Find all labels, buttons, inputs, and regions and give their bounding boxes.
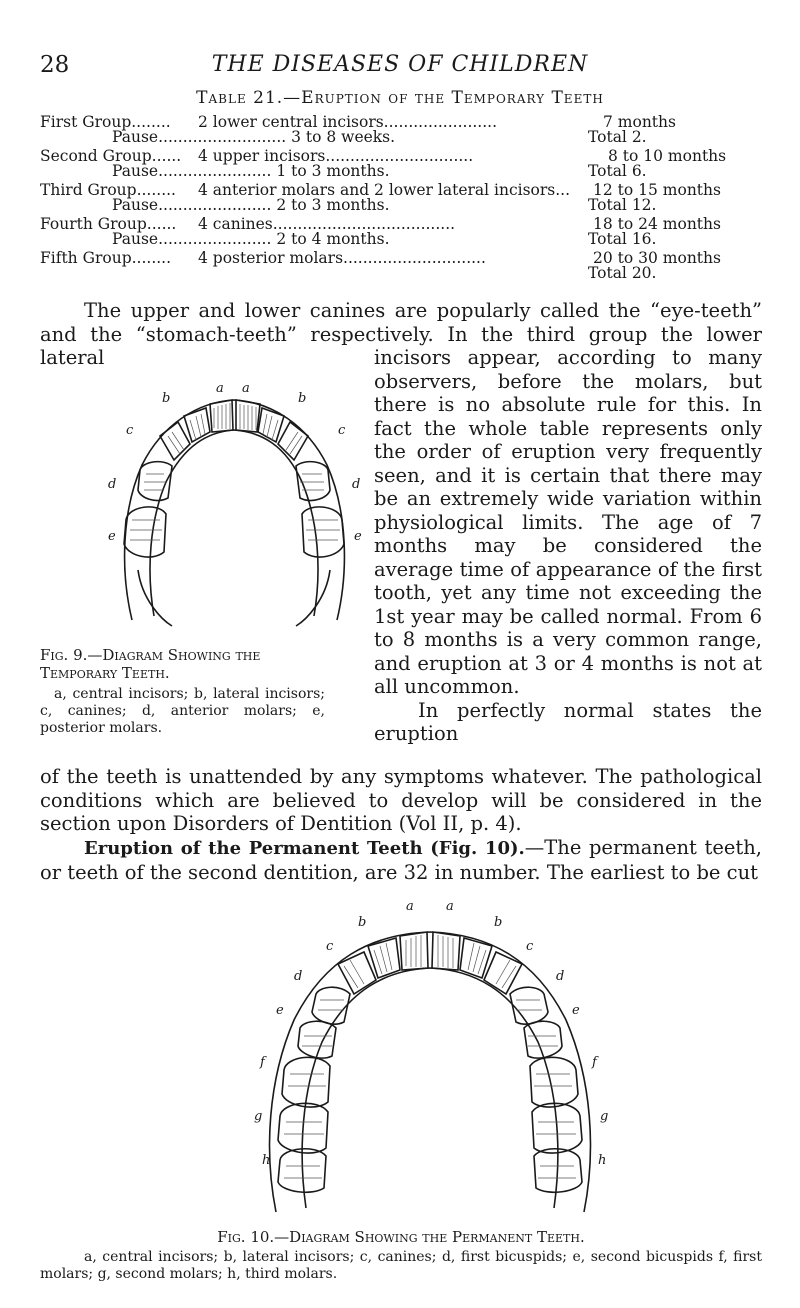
figure-10-legend: a, central incisors; b, lateral incisors; c, canines; d, first bicuspids; e, second bicuspids f, first molars; g, second molars; h, third molars. [40,1249,762,1282]
fig10-label-c: c [526,939,534,954]
fig10-label-a: a [406,899,414,914]
fig10-label-a: a [446,899,454,914]
figure-10-title: Fig. 10.—Diagram Showing the Permanent Teeth. [217,1228,585,1246]
running-head: THE DISEASES OF CHILDREN [211,52,589,77]
fig9-label-d: d [352,477,361,492]
permanent-teeth-heading: Eruption of the Permanent Teeth (Fig. 10). [84,838,525,859]
figure-9-caption [40,646,325,737]
fig10-label-d: d [556,969,565,984]
fig10-label-h: h [598,1153,607,1168]
table-total: Total 16. [588,230,657,248]
table-pause: Pause.......................... 3 to 8 weeks. [112,128,396,146]
table-total: Total 6. [588,162,647,180]
table-group-label: Third Group........ [40,181,176,199]
fig10-label-g: g [254,1109,263,1124]
table-age: 8 to 10 months [608,147,727,165]
table-age: 12 to 15 months [593,181,721,199]
table-teeth: 4 canines..................................... [198,215,456,233]
table-group-label: Second Group...... [40,147,182,165]
table-total: Total 2. [588,128,647,146]
table-group-label: Fourth Group...... [40,215,177,233]
paragraph-incisors-text: incisors appear, according to many observers, before the molars, but there is no absolute rule for this. In fact the whole table represents only the order of eruption very frequently seen, and it is certain that there may be an extremely wide variation within physiological limits. The age of 7 months may be considered the average time of appearance of the first tooth, yet any time not exceeding the 1st year may be called normal. From 6 to 8 months is a very common range, and eruption at 3 or 4 months is not at all uncommon. [374,346,762,698]
table-age: 20 to 30 months [593,249,721,267]
figure-10-caption [40,1228,762,1246]
table-group-label: First Group........ [40,113,171,131]
figure-9-temporary-teeth [102,370,367,630]
fig10-label-f: f [592,1055,597,1070]
paragraph-permanent-teeth [40,836,762,884]
fig9-label-b: b [162,391,171,406]
fig10-label-b: b [358,915,367,930]
fig9-label-c: c [126,423,134,438]
table-pause: Pause....................... 2 to 4 months. [112,230,390,248]
fig10-label-e: e [572,1003,580,1018]
figure-10-permanent-teeth [240,890,620,1220]
fig10-label-c: c [326,939,334,954]
paragraph-canines: The upper and lower canines are popularly called the “eye-teeth” and the “stomach-teeth” respectively. In the third group the lower lateral [40,299,762,369]
table-group-label: Fifth Group........ [40,249,172,267]
fig10-label-d: d [294,969,303,984]
paragraph-eruption-start: In perfectly normal states the eruption [374,698,762,745]
fig9-label-e: e [354,529,362,544]
table-age: 7 months [603,113,676,131]
fig9-label-a: a [242,381,250,396]
paragraph-incisors-wrap [374,346,762,746]
fig10-label-h: h [262,1153,271,1168]
eruption-table [40,113,760,282]
fig10-label-b: b [494,915,503,930]
fig9-label-c: c [338,423,346,438]
table-teeth: 4 posterior molars............................. [198,249,486,267]
fig10-label-g: g [600,1109,609,1124]
table-total: Total 20. [588,264,657,282]
figure-9-title: Fig. 9.—Diagram Showing the Temporary Teeth. [40,646,261,682]
table-age: 18 to 24 months [593,215,721,233]
table-pause: Pause....................... 2 to 3 months. [112,196,390,214]
table-pause: Pause....................... 1 to 3 months. [112,162,390,180]
fig9-label-d: d [108,477,117,492]
fig10-label-f: f [260,1055,265,1070]
fig9-label-b: b [298,391,307,406]
table-teeth: 4 upper incisors.............................. [198,147,474,165]
fig9-label-e: e [108,529,116,544]
table-title: Table 21.—Eruption of the Temporary Teeth [196,88,604,108]
fig9-label-a: a [216,381,224,396]
page-number: 28 [40,52,70,78]
figure-9-legend: a, central incisors; b, lateral incisors; c, canines; d, anterior molars; e, posterior molars. [40,686,325,736]
table-teeth: 4 anterior molars and 2 lower lateral incisors... [198,181,571,199]
permanent-teeth-text: —The permanent teeth, or teeth of the second dentition, are 32 in number. The earliest to be cut [40,836,762,884]
paragraph-eruption: of the teeth is unattended by any symptoms whatever. The pathological conditions which are believed to develop will be considered in the section upon Disorders of Dentition (Vol II, p. 4). [40,765,762,835]
table-total: Total 12. [588,196,657,214]
table-teeth: 2 lower central incisors....................... [198,113,498,131]
fig10-label-e: e [276,1003,284,1018]
